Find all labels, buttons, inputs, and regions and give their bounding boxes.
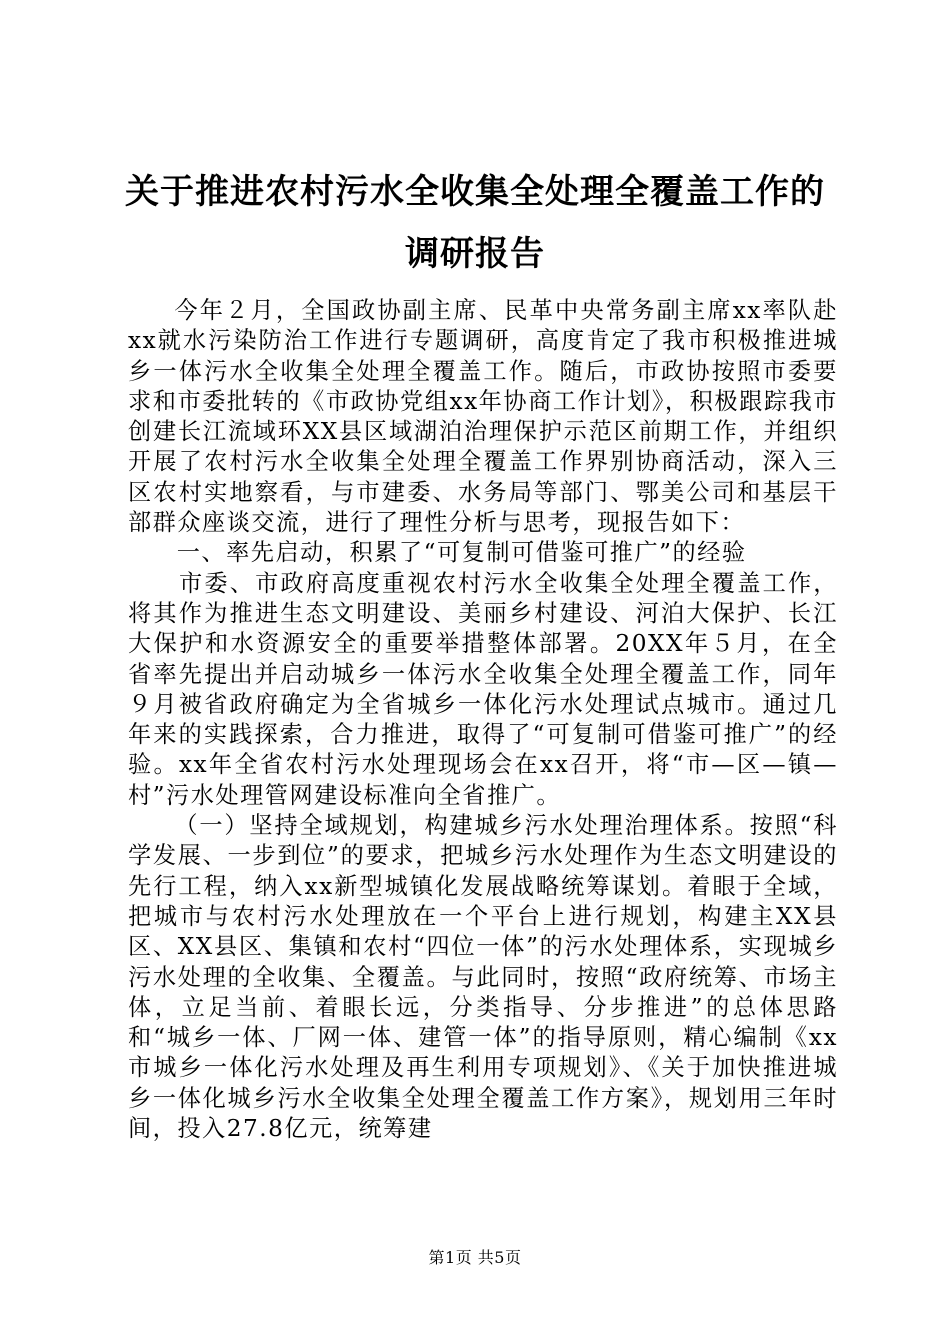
paragraph-subsection-1: （一）坚持全域规划，构建城乡污水处理治理体系。按照“科学发展、一步到位”的要求，把城乡污水处理作为生态文明建设的先行工程，纳入xx新型城镇化发展战略统筹谋划。着眼于全域，把城市与农村污水处理放在一个平台上进行规划，构建主XX县区、XX县区、集镇和农村“四位一体”的污水处理体系，实现城乡污水处理的全收集、全覆盖。与此同时，按照“政府统筹、市场主体，立足当前、着眼长远，分类指导、分步推进”的总体思路和“城乡一体、厂网一体、建管一体”的指导原则，精心编制《xx市城乡一体化污水处理及再生利用专项规划》、《关于加快推进城乡一体化城乡污水全收集全处理全覆盖工作方案》，规划用三年时间，投入27.8亿元，统筹建 xyxy=(128,812,838,1143)
section-heading-1: 一、率先启动，积累了“可复制可借鉴可推广”的经验 xyxy=(176,539,747,567)
page-footer: 第1页 共5页 xyxy=(428,1248,522,1267)
document-title-line-1: 关于推进农村污水全收集全处理全覆盖工作的 xyxy=(125,172,825,212)
document-title-line-2: 调研报告 xyxy=(405,234,545,274)
paragraph-section-1: 市委、市政府高度重视农村污水全收集全处理全覆盖工作，将其作为推进生态文明建设、美丽乡村建设、河泊大保护、长江大保护和水资源安全的重要举措整体部署。20XX年５月，在全省率先提出并启动城乡一体污水全收集全处理全覆盖工作，同年９月被省政府确定为全省城乡一体化污水处理试点城市。通过几年来的实践探索，合力推进，取得了“可复制可借鉴可推广”的经验。xx年全省农村污水处理现场会在xx召开，将“市—区—镇—村”污水处理管网建设标准向全省推广。 xyxy=(128,569,838,809)
document-body xyxy=(128,296,838,1144)
paragraph-intro: 今年２月，全国政协副主席、民革中央常务副主席xx率队赴xx就水污染防治工作进行专题调研，高度肯定了我市积极推进城乡一体污水全收集全处理全覆盖工作。随后，市政协按照市委要求和市委批转的《市政协党组xx年协商工作计划》，积极跟踪我市创建长江流域环XX县区域湖泊治理保护示范区前期工作，并组织开展了农村污水全收集全处理全覆盖工作界别协商活动，深入三区农村实地察看，与市建委、水务局等部门、鄂美公司和基层干部群众座谈交流，进行了理性分析与思考，现报告如下： xyxy=(128,297,838,537)
